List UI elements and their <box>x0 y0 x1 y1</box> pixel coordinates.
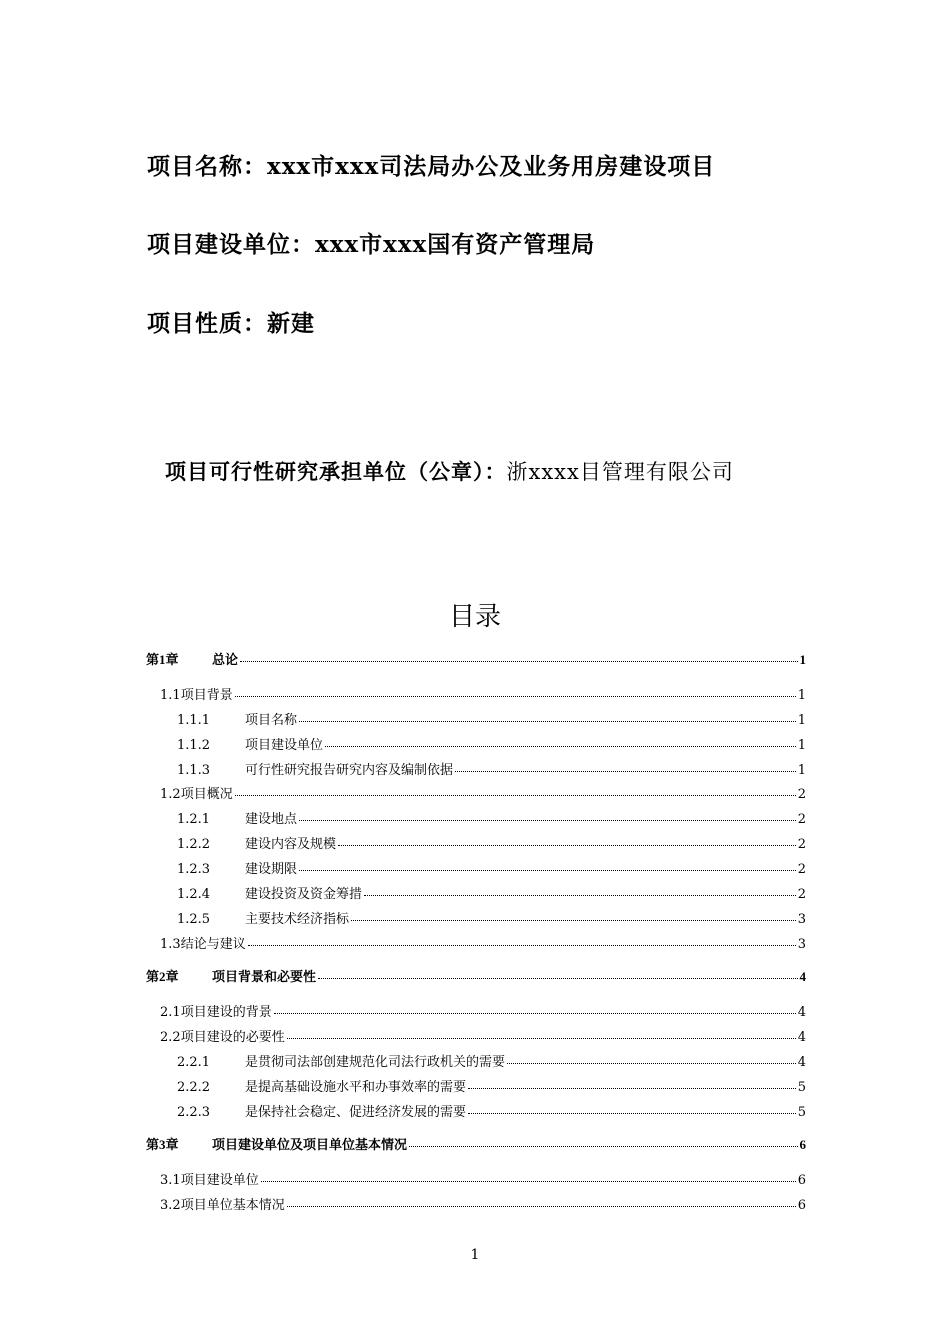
toc-entry-page: 5 <box>797 1080 806 1095</box>
toc-entry-number: 1.2.5 <box>177 912 211 927</box>
toc-entry-title: 总论 <box>212 652 239 667</box>
toc-entry-page: 6 <box>797 1198 806 1213</box>
toc-entry-page: 2 <box>797 887 806 902</box>
toc-entry-title: 项目建设的必要性 <box>180 1030 285 1045</box>
toc-entry-title: 项目单位基本情况 <box>180 1198 285 1213</box>
toc-leader-dots <box>299 720 796 722</box>
toc-entry-number: 1.1.3 <box>177 763 211 778</box>
toc-entry[interactable] <box>0 734 806 753</box>
toc-leader-dots <box>351 919 796 921</box>
toc-entry-number: 1.2.2 <box>177 837 211 852</box>
toc-leader-dots <box>455 770 796 772</box>
toc-entry[interactable] <box>0 858 806 877</box>
toc-entry-page: 1 <box>797 738 806 753</box>
toc-leader-dots <box>325 745 796 747</box>
toc-entry-title: 项目背景 <box>180 688 233 703</box>
toc-entry[interactable] <box>0 808 806 827</box>
toc-leader-dots <box>409 1145 797 1147</box>
toc-leader-dots <box>235 794 796 796</box>
toc-entry-page: 1 <box>797 763 806 778</box>
project-name-value: xxx市xxx司法局办公及业务用房建设项目 <box>267 153 716 180</box>
toc-entry[interactable] <box>0 709 806 728</box>
page-number: 1 <box>470 1247 480 1263</box>
toc-entry[interactable] <box>0 759 806 778</box>
toc-title: 目录 <box>448 602 501 632</box>
project-nature-label: 项目性质： <box>147 310 267 337</box>
toc-entry-title: 是保持社会稳定、促进经济发展的需要 <box>245 1105 467 1120</box>
toc-entry-number: 2.2.1 <box>177 1055 211 1070</box>
toc-entry[interactable] <box>0 1001 806 1020</box>
project-name-label: 项目名称： <box>147 153 267 180</box>
toc-entry-title: 项目建设单位及项目单位基本情况 <box>212 1137 408 1152</box>
toc-entry-number: 第1章 <box>146 652 179 667</box>
toc-entry-number: 1.1 <box>160 688 181 703</box>
toc-leader-dots <box>287 1037 796 1039</box>
toc-leader-dots <box>287 1205 796 1207</box>
toc-entry-page: 5 <box>797 1105 806 1120</box>
toc-entry[interactable] <box>0 1026 806 1045</box>
toc-entry[interactable] <box>0 783 806 802</box>
toc-entry-number: 1.2.4 <box>177 887 211 902</box>
toc-entry-number: 3.1 <box>160 1173 181 1188</box>
toc-entry-number: 第3章 <box>146 1137 179 1152</box>
toc-entry-number: 2.2.3 <box>177 1105 211 1120</box>
study-unit-value: 浙xxxx目管理有限公司 <box>506 460 734 484</box>
toc-leader-dots <box>274 1012 796 1014</box>
toc-leader-dots <box>261 1180 796 1182</box>
toc-leader-dots <box>235 695 796 697</box>
toc-entry-page: 4 <box>797 1005 806 1020</box>
toc-entry-title: 是贯彻司法部创建规范化司法行政机关的需要 <box>245 1055 506 1070</box>
toc-entry-title: 项目建设单位 <box>245 738 324 753</box>
toc-entry[interactable] <box>0 966 806 985</box>
toc-entry-title: 项目背景和必要性 <box>212 969 317 984</box>
toc-entry-title: 项目名称 <box>245 713 298 728</box>
project-unit-value: xxx市xxx国有资产管理局 <box>315 231 596 258</box>
toc-leader-dots <box>468 1087 796 1089</box>
toc-entry-number: 1.2.1 <box>177 812 211 827</box>
toc-entry[interactable] <box>0 1134 806 1153</box>
toc-entry-number: 1.2.3 <box>177 862 211 877</box>
toc-entry-page: 2 <box>797 812 806 827</box>
toc-entry-page: 4 <box>797 1055 806 1070</box>
toc-entry-page: 2 <box>797 862 806 877</box>
toc-entry-number: 第2章 <box>146 969 179 984</box>
toc-entry-page: 2 <box>797 787 806 802</box>
toc-entry-number: 2.2 <box>160 1030 181 1045</box>
toc-entry-page: 6 <box>797 1173 806 1188</box>
toc-entry-title: 可行性研究报告研究内容及编制依据 <box>245 763 454 778</box>
toc-entry-number: 1.1.1 <box>177 713 211 728</box>
toc-leader-dots <box>507 1062 796 1064</box>
toc-entry-title: 项目建设单位 <box>180 1173 259 1188</box>
toc-entry[interactable] <box>0 1051 806 1070</box>
toc-entry-title: 建设期限 <box>245 862 298 877</box>
toc-entry[interactable] <box>0 833 806 852</box>
project-unit-label: 项目建设单位： <box>147 231 315 258</box>
toc-entry-title: 建设投资及资金筹措 <box>245 887 363 902</box>
toc-entry[interactable] <box>0 1194 806 1213</box>
toc-entry-title: 结论与建议 <box>180 937 246 952</box>
toc-entry[interactable] <box>0 1076 806 1095</box>
toc-leader-dots <box>299 819 796 821</box>
toc-entry-title: 项目建设的背景 <box>180 1005 272 1020</box>
toc-entry-page: 1 <box>799 652 806 667</box>
toc-entry-number: 1.2 <box>160 787 181 802</box>
toc-entry-title: 建设地点 <box>245 812 298 827</box>
project-nature-value: 新建 <box>267 310 315 337</box>
toc-leader-dots <box>248 944 796 946</box>
toc-entry-page: 1 <box>797 713 806 728</box>
toc-leader-dots <box>240 660 797 662</box>
toc-entry[interactable] <box>0 1169 806 1188</box>
toc-entry[interactable] <box>0 908 806 927</box>
toc-entry-page: 3 <box>797 912 806 927</box>
toc-leader-dots <box>364 894 796 896</box>
toc-entry[interactable] <box>0 1101 806 1120</box>
toc-entry-number: 3.2 <box>160 1198 181 1213</box>
toc-entry-number: 1.3 <box>160 937 181 952</box>
study-unit-label: 项目可行性研究承担单位（公章）： <box>165 459 507 484</box>
toc-entry-page: 4 <box>797 1030 806 1045</box>
toc-entry-title: 项目概况 <box>180 787 233 802</box>
toc-entry-page: 2 <box>797 837 806 852</box>
toc-entry-page: 6 <box>799 1137 806 1152</box>
toc-entry-page: 1 <box>797 688 806 703</box>
toc-entry-page: 3 <box>797 937 806 952</box>
toc-entry[interactable] <box>0 684 806 703</box>
toc-entry-number: 2.2.2 <box>177 1080 211 1095</box>
toc-entry-title: 主要技术经济指标 <box>245 912 350 927</box>
toc-entry-page: 4 <box>799 969 806 984</box>
toc-entry-title: 是提高基础设施水平和办事效率的需要 <box>245 1080 467 1095</box>
toc-leader-dots <box>299 869 796 871</box>
toc-leader-dots <box>468 1112 796 1114</box>
toc-entry[interactable] <box>0 883 806 902</box>
toc-entry-title: 建设内容及规模 <box>245 837 337 852</box>
toc-leader-dots <box>318 977 797 979</box>
toc-entry[interactable] <box>0 649 806 668</box>
toc-entry-number: 2.1 <box>160 1005 181 1020</box>
toc-leader-dots <box>338 844 796 846</box>
toc-entry-number: 1.1.2 <box>177 738 211 753</box>
toc-entry[interactable] <box>0 933 806 952</box>
